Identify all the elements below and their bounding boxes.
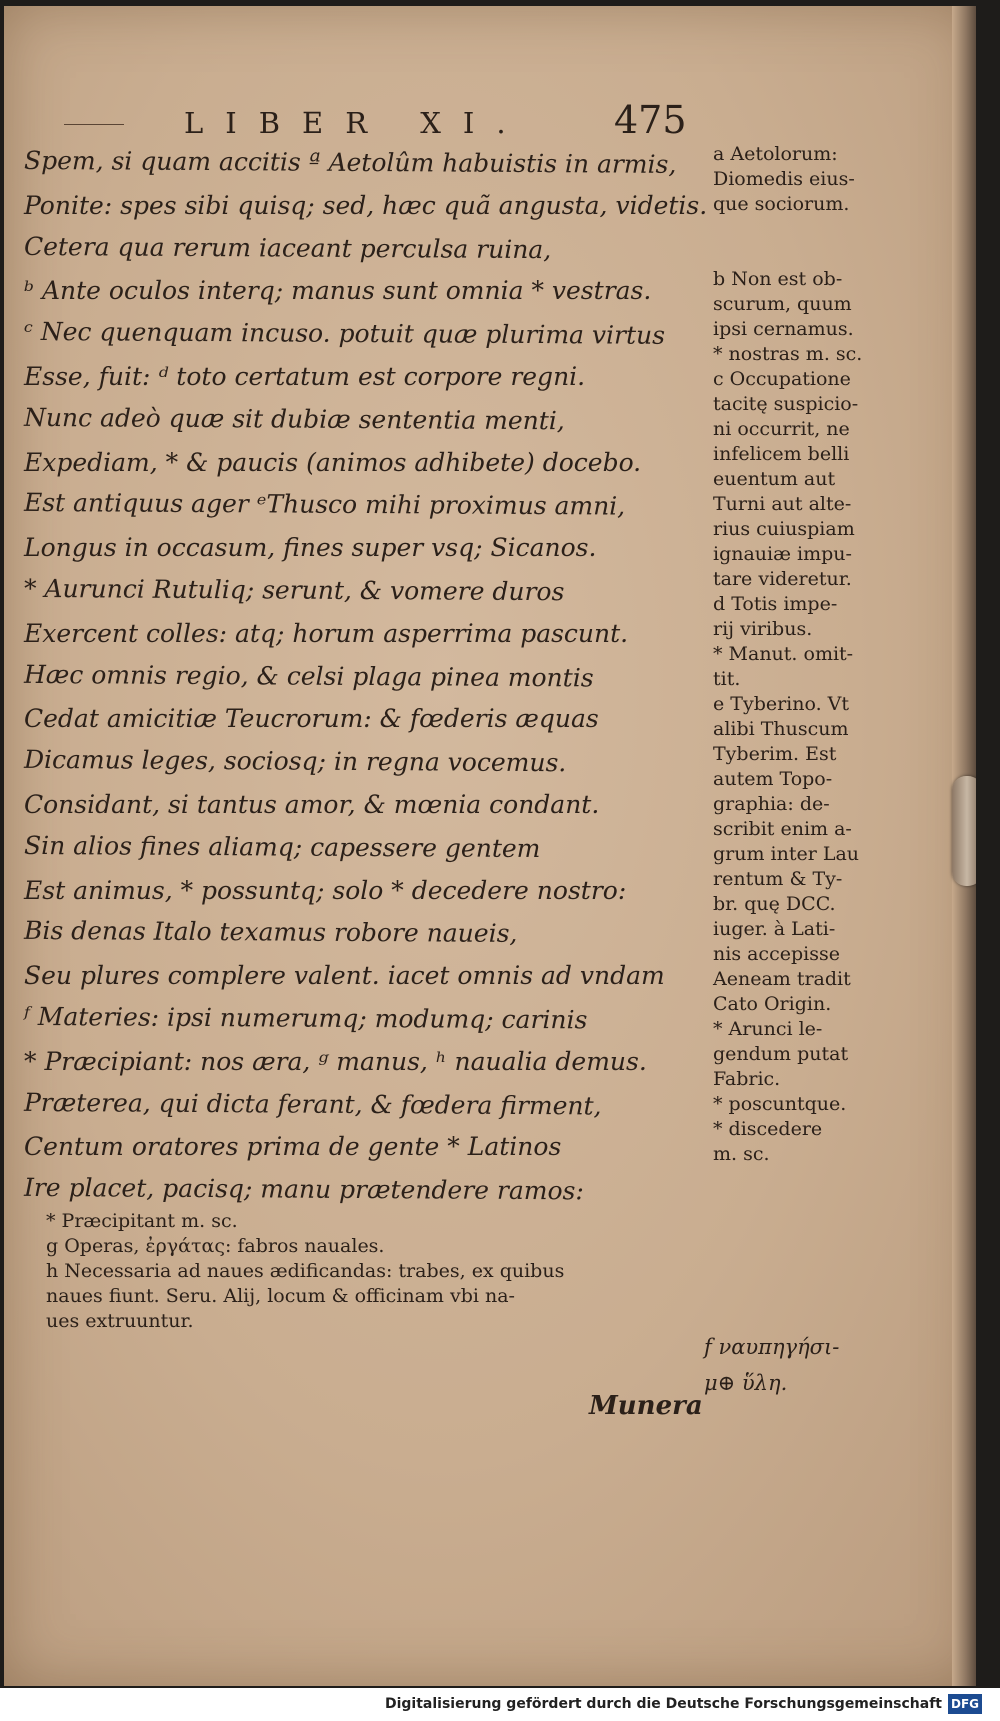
gloss-line: c Occupatione bbox=[713, 368, 851, 390]
verse-line: Longus in occasum, fines super vsq; Sicanos. bbox=[24, 533, 597, 563]
gloss-line: alibi Thuscum bbox=[713, 718, 849, 740]
gloss-line: Fabric. bbox=[713, 1068, 781, 1090]
verse-line: Cetera qua rerum iaceant perculsa ruina, bbox=[23, 231, 552, 264]
gloss-line: graphia: de- bbox=[713, 793, 830, 815]
gloss-line: gendum putat bbox=[713, 1043, 849, 1065]
gloss-line: * nostras m. sc. bbox=[713, 343, 863, 365]
verse-line: Expediam, * & paucis (animos adhibete) docebo. bbox=[24, 447, 642, 477]
gloss-line: * poscuntque. bbox=[713, 1093, 847, 1115]
dfg-logo: DFG bbox=[948, 1694, 982, 1714]
gloss-line: rentum & Ty- bbox=[713, 868, 843, 890]
verse-line: Ponite: spes sibi quisq; sed, hæc quã angusta, videtis. bbox=[24, 190, 708, 220]
verse-line: * Præcipiant: nos æra, ᵍ manus, ʰ naualia demus. bbox=[24, 1046, 647, 1076]
verse-line: Esse, fuit: ᵈ toto certatum est corpore regni. bbox=[24, 361, 586, 391]
verse-line: Est animus, * possuntq; solo * decedere nostro: bbox=[24, 875, 627, 905]
gloss-line: * Manut. omit- bbox=[713, 643, 854, 665]
verse-block bbox=[23, 142, 708, 1212]
gloss-line: d Totis impe- bbox=[713, 593, 838, 615]
gloss-line: br. quę DCC. bbox=[713, 893, 836, 915]
footer-bar bbox=[0, 1688, 1000, 1721]
verse-line: Bis denas Italo texamus robore naueis, bbox=[23, 916, 518, 949]
verse-line: Considant, si tantus amor, & mœnia condant. bbox=[24, 789, 600, 819]
verse-line: Seu plures complere valent. iacet omnis ad vndam bbox=[24, 961, 665, 991]
gloss-line: tare videretur. bbox=[713, 568, 852, 590]
verse-line: ᶜ Nec quenquam incuso. potuit quæ plurima virtus bbox=[23, 317, 666, 351]
verse-line: Ire placet, pacisq; manu prætendere ramos: bbox=[23, 1173, 584, 1206]
gloss-line: ignauiæ impu- bbox=[713, 543, 852, 565]
gloss-line: e Tyberino. Vt bbox=[713, 693, 850, 715]
verse-line: Centum oratores prima de gente * Latinos bbox=[24, 1132, 562, 1162]
gloss-line: infelicem belli bbox=[713, 443, 850, 465]
verse-line: * Aurunci Rutuliq; serunt, & vomere duros bbox=[23, 573, 565, 607]
running-title: LIBER XI. bbox=[184, 106, 528, 140]
greek-gloss-line: μ⊕ ὕλη. bbox=[704, 1371, 788, 1395]
footnote-line: * Præcipitant m. sc. bbox=[46, 1210, 238, 1232]
footnote-line: ues extruuntur. bbox=[46, 1310, 194, 1332]
marginal-glosses bbox=[713, 142, 933, 1167]
catchword: Munera bbox=[589, 1391, 703, 1421]
gloss-line: autem Topo- bbox=[713, 768, 833, 790]
verse-line: Cedat amicitiæ Teucrorum: & fœderis æquas bbox=[24, 704, 599, 734]
verse-line: Spem, si quam accitis ª Aetolûm habuistis in armis, bbox=[23, 145, 677, 179]
gloss-line: Turni aut alte- bbox=[713, 493, 852, 515]
footnote-line: naues fiunt. Seru. Alij, locum & officinam vbi na- bbox=[46, 1285, 515, 1307]
footnote-line: g Operas, ἐργάτας: fabros nauales. bbox=[46, 1235, 385, 1257]
footer-text: Digitalisierung gefördert durch die Deutsche Forschungsgemeinschaft bbox=[384, 1696, 942, 1712]
greek-gloss-line: f ναυπηγήσι- bbox=[704, 1335, 840, 1359]
verse-line: Præterea, qui dicta ferant, & fœdera firment, bbox=[23, 1087, 602, 1120]
gloss-group-a bbox=[713, 142, 933, 217]
verse-line: Exercent colles: atq; horum asperrima pascunt. bbox=[24, 618, 629, 648]
gloss-line: m. sc. bbox=[713, 1143, 770, 1165]
gloss-line: que sociorum. bbox=[713, 193, 850, 215]
gloss-line: * Arunci le- bbox=[713, 1018, 823, 1040]
footnote-line: h Necessaria ad naues ædificandas: trabes, ex quibus bbox=[46, 1260, 565, 1282]
verse-line: Est antiquus ager ᵉThusco mihi proximus amni, bbox=[23, 488, 626, 521]
verse-line: Hæc omnis regio, & celsi plaga pinea montis bbox=[23, 659, 594, 692]
book-page bbox=[4, 6, 976, 1686]
verse-line: Dicamus leges, sociosq; in regna vocemus. bbox=[23, 745, 567, 778]
verse-line: Sin alios fines aliamq; capessere gentem bbox=[23, 830, 541, 863]
verse-line: Nunc adeò quæ sit dubiæ sententia menti, bbox=[23, 402, 565, 436]
verse-line: ᶠ Materies: ipsi numerumq; modumq; carinis bbox=[23, 1001, 588, 1035]
gloss-line: Aeneam tradit bbox=[713, 968, 851, 990]
gloss-line: Diomedis eius- bbox=[713, 168, 855, 190]
gloss-line: tit. bbox=[713, 668, 741, 690]
footnotes bbox=[46, 1209, 696, 1334]
gloss-line: rius cuiuspiam bbox=[713, 518, 855, 540]
verse-line: ᵇ Ante oculos interq; manus sunt omnia * vestras. bbox=[24, 276, 652, 306]
gloss-line: ni occurrit, ne bbox=[713, 418, 850, 440]
gloss-line: b Non est ob- bbox=[713, 268, 843, 290]
gloss-line: iuger. à Lati- bbox=[713, 918, 836, 940]
running-head-rule bbox=[64, 124, 124, 125]
gloss-gap bbox=[713, 217, 933, 267]
gloss-line: euentum aut bbox=[713, 468, 836, 490]
book-clasp bbox=[952, 776, 976, 886]
page-number: 475 bbox=[614, 98, 687, 142]
gloss-line: Tyberim. Est bbox=[713, 743, 837, 765]
gloss-line: nis accepisse bbox=[713, 943, 840, 965]
greek-gloss bbox=[704, 1329, 839, 1401]
gloss-line: * discedere bbox=[713, 1118, 823, 1140]
gloss-line: rij viribus. bbox=[713, 618, 813, 640]
gloss-group-b bbox=[713, 267, 933, 1167]
gloss-line: a Aetolorum: bbox=[713, 143, 838, 165]
gloss-line: scribit enim a- bbox=[713, 818, 852, 840]
gloss-line: grum inter Lau bbox=[713, 843, 860, 865]
gloss-line: Cato Origin. bbox=[713, 993, 832, 1015]
gloss-line: scurum, quum bbox=[713, 293, 852, 315]
gloss-line: ipsi cernamus. bbox=[713, 318, 854, 340]
gloss-line: tacitę suspicio- bbox=[713, 393, 859, 415]
